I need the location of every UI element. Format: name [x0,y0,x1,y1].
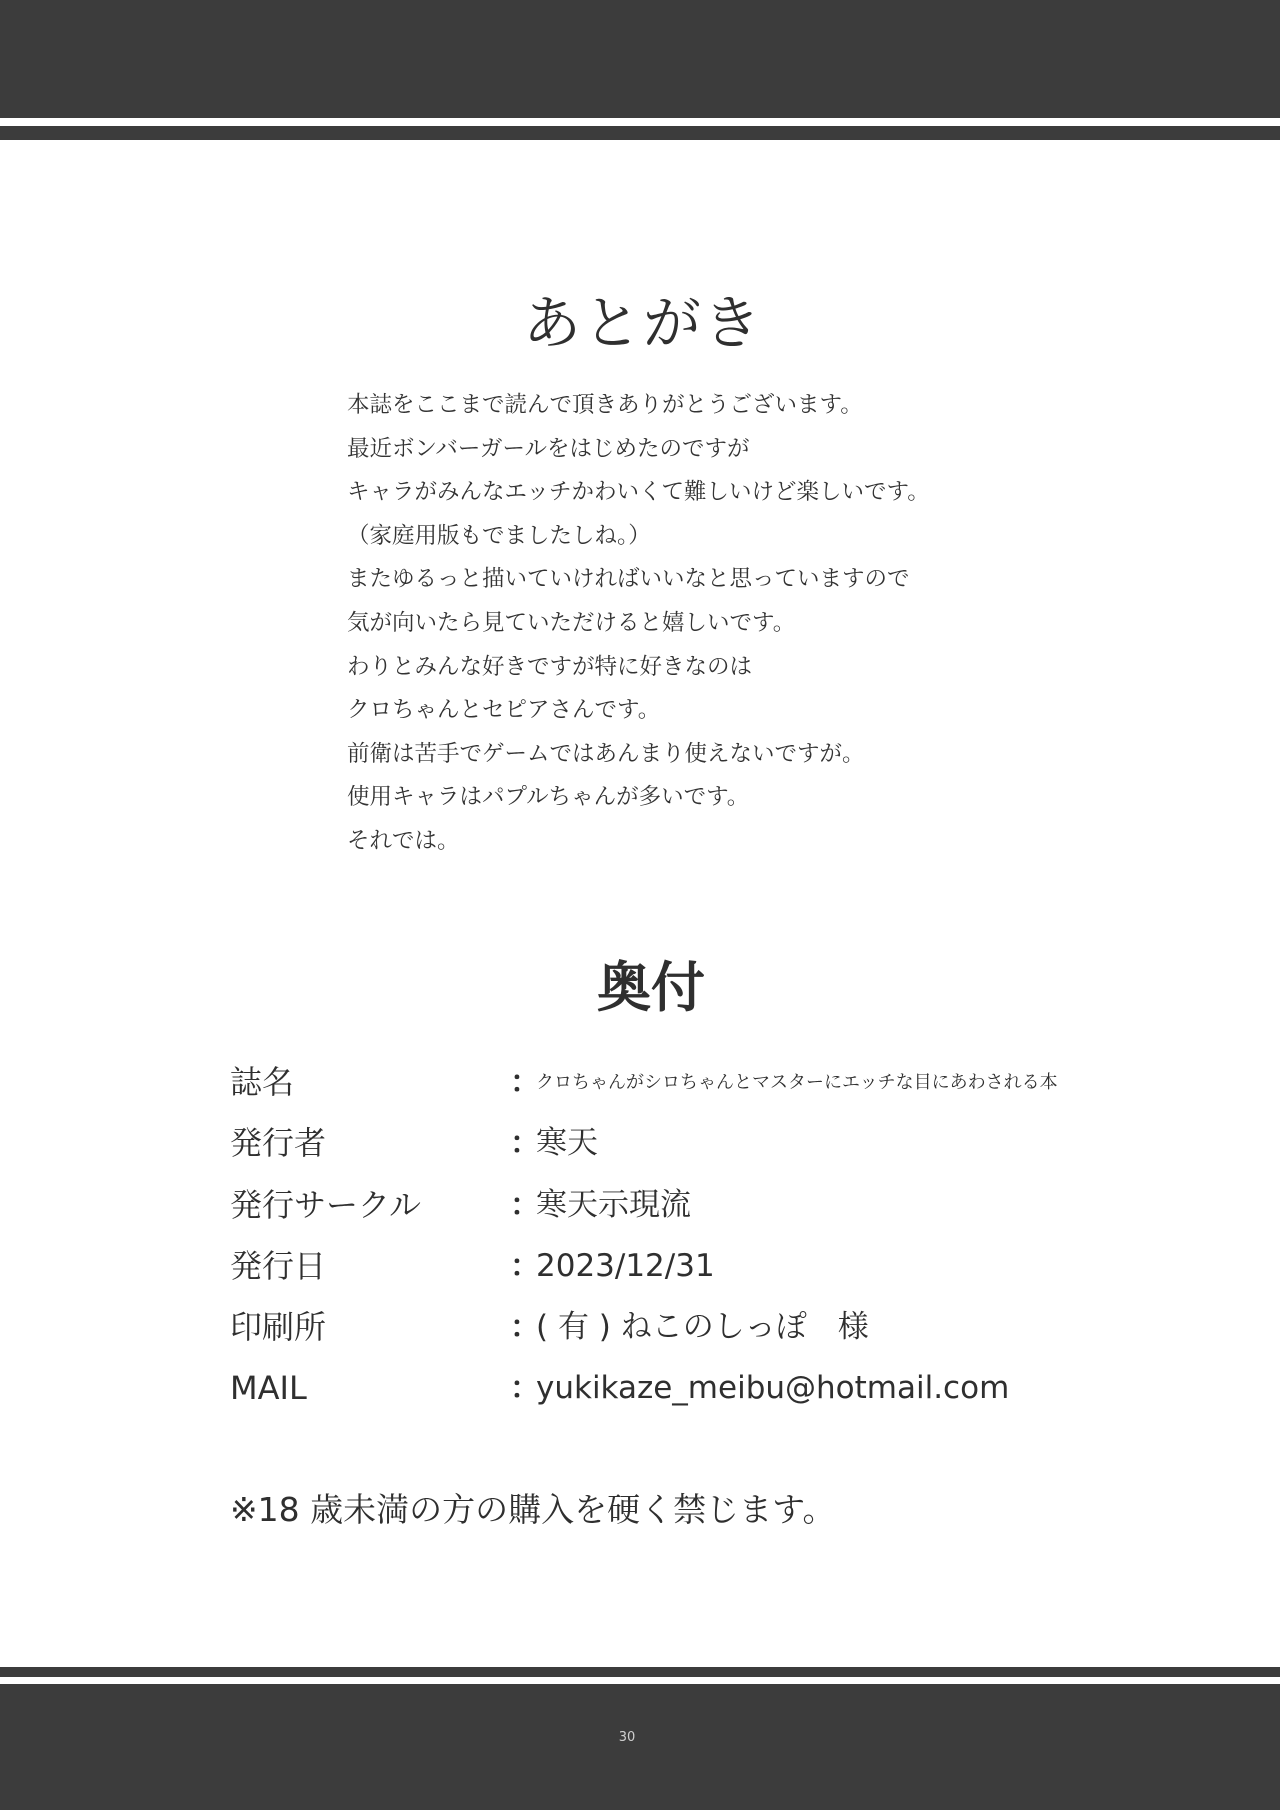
colophon-colon: ： [510,1126,540,1162]
top-border-line [0,126,1280,140]
bottom-border-line [0,1667,1280,1677]
colophon-label: 誌名 [230,1063,295,1101]
colophon-value: クロちゃんがシロちゃんとマスターにエッチな目にあわされる本 [536,1072,1058,1093]
colophon-value: yukikaze_meibu@hotmail.com [536,1370,1010,1407]
afterword-title: あとがき [522,289,763,357]
afterword-line: （家庭用版もでましたしね。） [347,522,651,549]
bottom-border-gap [0,1677,1280,1684]
colophon-label: 発行サークル [230,1185,422,1224]
colophon-row-circle [230,1175,1130,1236]
afterword-line: またゆるっと描いていければいいなと思っていますので [347,566,910,593]
colophon-value: ( 有 ) ねこのしっぽ 様 [536,1309,869,1346]
colophon-row-publisher [230,1113,1130,1174]
colophon-colon: ： [510,1065,540,1100]
page-number: 30 [618,1730,636,1745]
afterword-line: それでは。 [347,827,460,854]
top-border-gap [0,118,1280,126]
afterword-line: 気が向いたら見ていただけると嬉しいです。 [347,609,796,636]
colophon-title: 奥付 [597,956,705,1019]
colophon-row-date [230,1236,1130,1297]
colophon-label: 発行者 [230,1124,327,1163]
afterword-line: クロちゃんとセピアさんです。 [347,697,661,724]
colophon-label: 印刷所 [230,1308,327,1347]
age-restriction-notice: ※18 歳未満の方の購入を硬く禁じます。 [230,1490,836,1529]
colophon-table [230,1052,1130,1420]
colophon-colon: ： [510,1248,540,1284]
colophon-colon: ： [510,1310,540,1346]
afterword-line: 使用キャラはパプルちゃんが多いです。 [347,784,750,811]
afterword-line: キャラがみんなエッチかわいくて難しいけど楽しいです。 [347,479,930,506]
afterword-body [347,384,1107,864]
colophon-colon: ： [510,1371,540,1407]
colophon-colon: ： [510,1187,540,1223]
afterword-line: 前衛は苦手でゲームではあんまり使えないですが。 [347,740,865,767]
colophon-label: 発行日 [230,1246,327,1285]
colophon-value: 寒天 [536,1125,598,1162]
colophon-row-title [230,1052,1130,1113]
afterword-line: 最近ボンバーガールをはじめたのですが [347,435,750,462]
colophon-row-printer [230,1297,1130,1358]
colophon-value: 2023/12/31 [536,1247,715,1284]
colophon-row-mail [230,1358,1130,1419]
colophon-value: 寒天示現流 [536,1186,691,1223]
afterword-line: 本誌をここまで読んで頂きありがとうございます。 [347,392,863,418]
bottom-border-fill [0,1684,1280,1810]
top-border-band [0,0,1280,121]
colophon-label: MAIL [230,1369,307,1408]
afterword-line: わりとみんな好きですが特に好きなのは [347,653,753,680]
